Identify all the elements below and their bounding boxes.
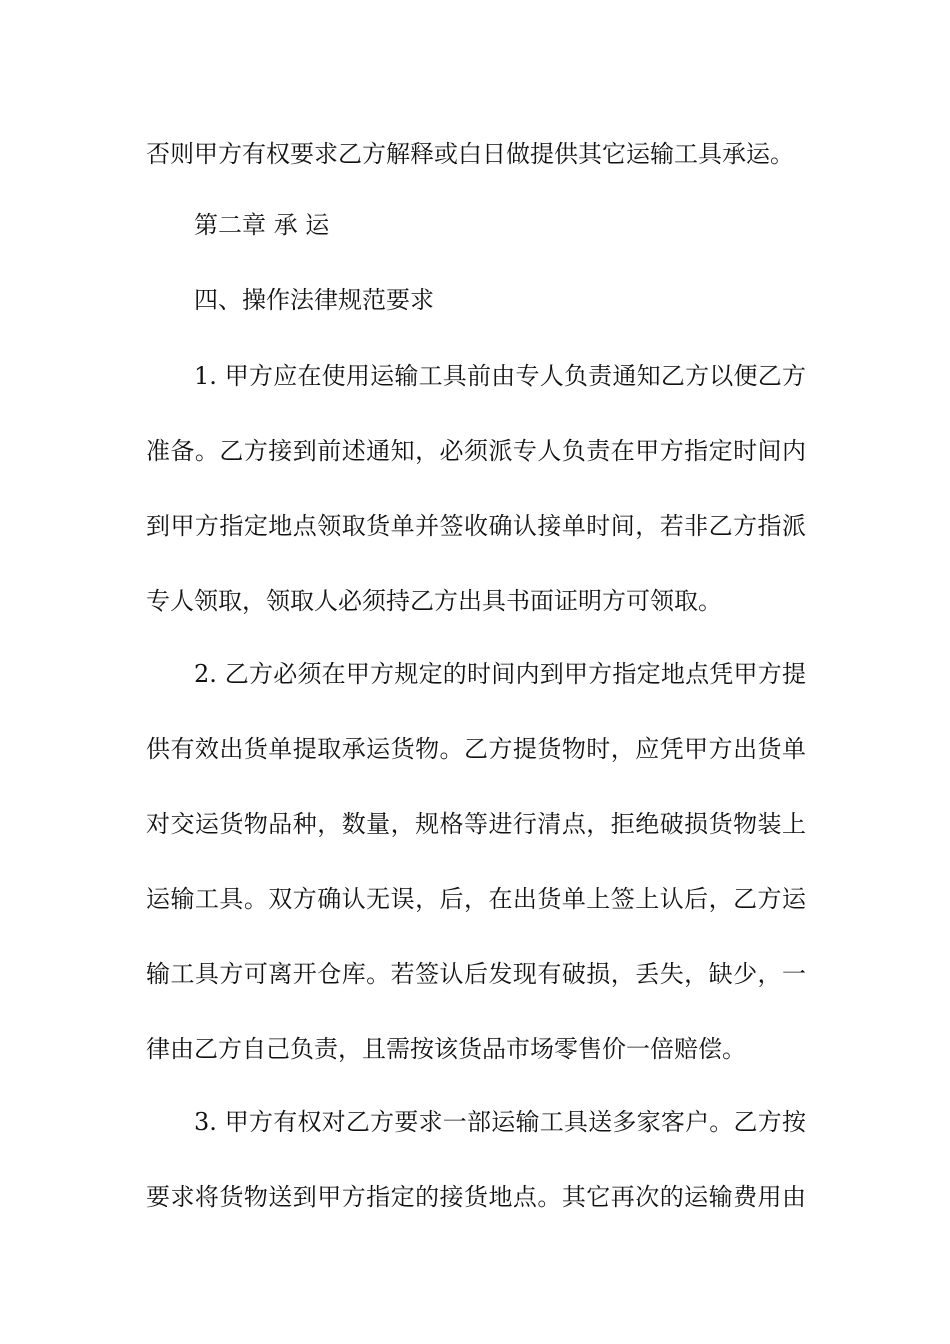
item-2-line-1: 2. 乙方必须在甲方规定的时间内到甲方指定地点凭甲方提: [194, 660, 806, 688]
item-2-line-2: 供有效出货单提取承运货物。乙方提货物时，应凭甲方出货单: [146, 735, 806, 763]
item-3-line-1: 3. 甲方有权对乙方要求一部运输工具送多家客户。乙方按: [194, 1108, 806, 1136]
item-1-line-2: 准备。乙方接到前述通知，必须派专人负责在甲方指定时间内: [146, 437, 806, 465]
item-2-line-3: 对交运货物品种，数量，规格等进行清点，拒绝破损货物装上: [146, 810, 806, 838]
item-2-line-6: 律由乙方自己负责，且需按该货品市场零售价一倍赔偿。: [146, 1035, 746, 1063]
item-1-line-1: 1. 甲方应在使用运输工具前由专人负责通知乙方以便乙方: [194, 362, 806, 390]
paragraph-line-1: 否则甲方有权要求乙方解释或白日做提供其它运输工具承运。: [146, 140, 794, 168]
item-2-line-5: 输工具方可离开仓库。若签认后发现有破损，丢失，缺少，一: [146, 960, 806, 988]
section-heading: 四、操作法律规范要求: [194, 286, 434, 314]
item-3-line-2: 要求将货物送到甲方指定的接货地点。其它再次的运输费用由: [146, 1183, 806, 1211]
chapter-heading: 第二章 承 运: [194, 211, 330, 239]
item-1-line-3: 到甲方指定地点领取货单并签收确认接单时间，若非乙方指派: [146, 512, 806, 540]
item-1-line-4: 专人领取，领取人必须持乙方出具书面证明方可领取。: [146, 587, 722, 615]
item-2-line-4: 运输工具。双方确认无误，后，在出货单上签上认后，乙方运: [146, 885, 806, 913]
